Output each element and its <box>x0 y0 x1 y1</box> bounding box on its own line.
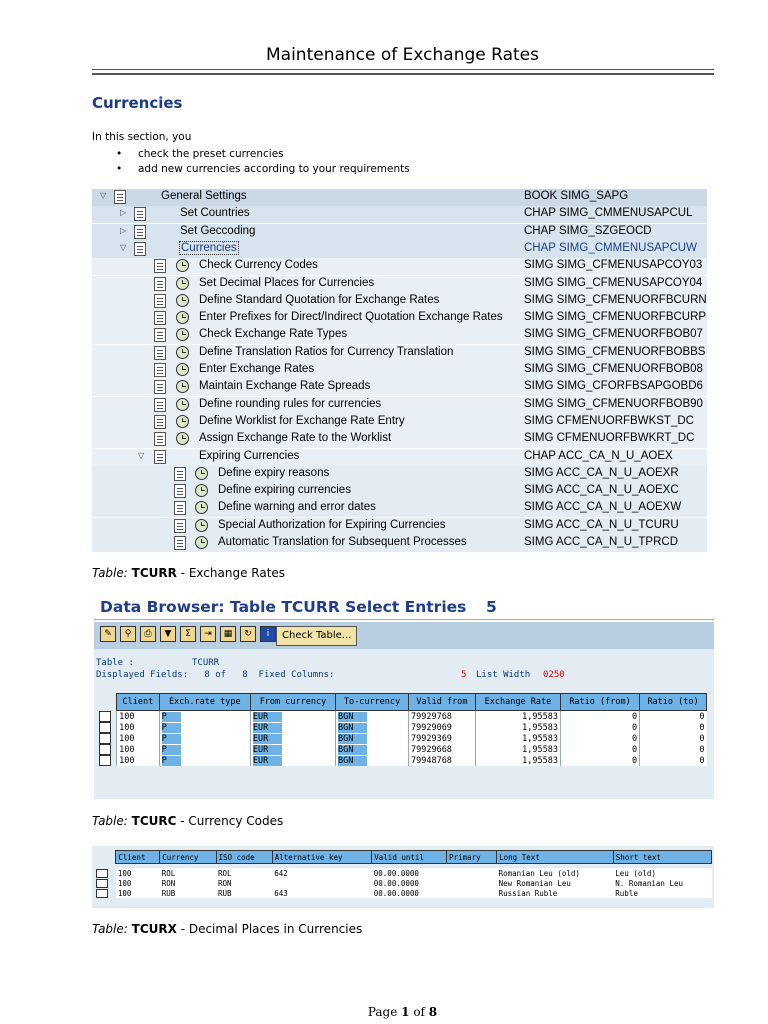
caption-prefix: Table: <box>92 922 128 936</box>
table-cell: New Romanian Leu <box>497 878 614 888</box>
table-cell: 1,95583 <box>522 744 558 755</box>
documentation-icon[interactable] <box>134 225 146 239</box>
total-pages: 8 <box>428 1005 438 1019</box>
tree-node-label[interactable]: Automatic Translation for Subsequent Processes <box>218 536 467 548</box>
table-cell <box>447 868 497 878</box>
tree-node[interactable] <box>92 362 707 379</box>
title-rule-thick <box>92 73 714 75</box>
select-column-header <box>97 694 117 711</box>
tree-node-code: SIMG CFMENUORFBWKST_DC <box>524 414 694 427</box>
tree-node-code: SIMG SIMG_CFMENUORFBCURN <box>524 293 707 306</box>
find-icon[interactable]: ⚲ <box>120 626 136 642</box>
table-cell: 1,95583 <box>522 733 558 744</box>
table-cell: BGN <box>338 723 367 733</box>
table-cell: 0 <box>631 744 638 755</box>
tree-node-label[interactable]: Check Currency Codes <box>199 259 318 272</box>
tree-node-code: SIMG ACC_CA_N_U_TPRCD <box>524 536 679 548</box>
tree-node[interactable] <box>92 258 707 275</box>
tree-node-code: SIMG SIMG_CFMENUSAPCOY03 <box>524 259 703 272</box>
column-header[interactable]: Client <box>116 851 160 864</box>
row-select-checkbox[interactable] <box>99 744 111 755</box>
tree-node-code: SIMG SIMG_CFMENUORFBCURP <box>524 311 707 324</box>
entry-count: 5 <box>486 598 497 616</box>
documentation-icon[interactable] <box>154 398 166 412</box>
table-cell: 643 <box>272 888 372 898</box>
tree-node-code: SIMG ACC_CA_N_U_AOEXR <box>524 466 679 479</box>
execute-clock-icon[interactable] <box>195 501 208 514</box>
execute-clock-icon[interactable] <box>176 328 189 341</box>
execute-clock-icon[interactable] <box>195 519 208 532</box>
table-row[interactable] <box>97 711 707 723</box>
table-cell: 1,95583 <box>522 755 558 766</box>
table-cell: Leu (old) <box>613 868 711 878</box>
title-rule <box>92 69 714 70</box>
tree-node-code: CHAP ACC_CA_N_U_AOEX <box>524 449 673 462</box>
table-cell: 00.00.0000 <box>372 868 447 878</box>
tree-node[interactable] <box>92 518 707 535</box>
documentation-icon[interactable] <box>154 346 166 360</box>
column-header[interactable]: Ratio (to) <box>640 694 707 711</box>
table-row[interactable] <box>94 878 712 888</box>
tree-node[interactable] <box>92 293 707 310</box>
list-width-label: List Width <box>476 670 531 680</box>
table-cell: Russian Ruble <box>497 888 614 898</box>
execute-clock-icon[interactable] <box>195 484 208 497</box>
column-header[interactable]: Short text <box>613 851 711 864</box>
list-width-value: 0250 <box>543 670 565 680</box>
tree-node-label[interactable]: Set Geccoding <box>180 224 256 237</box>
table-cell: 0 <box>699 755 705 766</box>
print-icon[interactable]: ⎙ <box>140 626 156 642</box>
page-footer <box>0 1005 768 1019</box>
documentation-icon[interactable] <box>154 294 166 308</box>
tree-node[interactable] <box>92 224 707 241</box>
row-select-checkbox[interactable] <box>96 889 108 898</box>
caption-prefix: Table: <box>92 814 128 828</box>
tree-node[interactable] <box>92 483 707 500</box>
tree-node[interactable] <box>92 379 707 396</box>
tree-node[interactable] <box>92 345 707 362</box>
table-cell: 00.00.0000 <box>372 878 447 888</box>
tree-node-code: CHAP SIMG_CMMENUSAPCUW <box>524 241 697 254</box>
table-row[interactable] <box>94 888 712 898</box>
tree-node[interactable] <box>92 449 707 466</box>
documentation-icon[interactable] <box>154 415 166 429</box>
row-select-checkbox[interactable] <box>99 711 111 722</box>
tree-node-label[interactable]: Maintain Exchange Rate Spreads <box>199 380 371 393</box>
table-cell: P <box>162 745 181 755</box>
caption-prefix: Table: <box>92 566 128 580</box>
column-header[interactable]: To-currency <box>336 694 409 711</box>
fields-info: Displayed Fields: 8 of 8 Fixed Columns: <box>96 670 335 680</box>
table-row[interactable] <box>97 722 707 733</box>
title-divider <box>94 619 714 620</box>
execute-clock-icon[interactable] <box>176 311 189 324</box>
documentation-icon[interactable] <box>154 380 166 394</box>
table-cell: Ruble <box>613 888 711 898</box>
table-cell: 00.00.0000 <box>372 888 447 898</box>
tree-node-label[interactable]: Enter Exchange Rates <box>199 363 315 375</box>
intro-text: In this section, you <box>92 131 192 143</box>
caption-text: - Exchange Rates <box>176 566 286 580</box>
tree-node[interactable] <box>92 535 707 552</box>
tree-node-code: SIMG CFMENUORFBWKRT_DC <box>524 432 695 445</box>
collapse-icon[interactable]: ▽ <box>120 242 127 252</box>
table-row[interactable] <box>97 733 707 744</box>
documentation-icon[interactable] <box>154 432 166 446</box>
tree-node-label[interactable]: Set Countries <box>180 207 250 220</box>
tree-node-label[interactable]: Assign Exchange Rate to the Worklist <box>199 432 392 445</box>
documentation-icon[interactable] <box>134 207 146 221</box>
table-row[interactable] <box>94 868 712 878</box>
export-icon[interactable]: ⇥ <box>200 626 216 642</box>
footer-of: of <box>409 1005 429 1019</box>
caption-table-name: TCURR <box>131 566 177 580</box>
tree-node[interactable] <box>92 189 707 206</box>
tree-node-label[interactable]: Define expiring currencies <box>218 484 351 497</box>
table-cell: 0 <box>631 711 638 722</box>
tree-node[interactable] <box>92 327 707 344</box>
table-cell: RON <box>160 878 216 888</box>
table-cell: 0 <box>699 722 705 733</box>
row-select-checkbox[interactable] <box>99 722 111 733</box>
table-cell: 100 <box>119 755 135 766</box>
table-cell <box>447 878 497 888</box>
table-cell: P <box>162 712 181 722</box>
tree-node-label[interactable]: Special Authorization for Expiring Currencies <box>218 518 446 531</box>
documentation-icon[interactable] <box>174 536 186 550</box>
tree-node-code: SIMG ACC_CA_N_U_TCURU <box>524 518 679 531</box>
tree-node-label[interactable]: Define rounding rules for currencies <box>199 397 382 410</box>
tree-node-code: SIMG ACC_CA_N_U_AOEXW <box>524 501 682 514</box>
execute-clock-icon[interactable] <box>176 363 189 376</box>
documentation-icon[interactable] <box>134 242 146 256</box>
table-cell: EUR <box>253 745 282 755</box>
table-cell: 0 <box>631 755 638 766</box>
row-select-checkbox[interactable] <box>99 755 111 766</box>
current-page: 1 <box>401 1005 410 1019</box>
table-name-value: TCURR <box>192 658 220 668</box>
tree-node-code: SIMG ACC_CA_N_U_AOEXC <box>524 484 679 497</box>
table-cell: 0 <box>699 733 705 744</box>
tree-node-label[interactable]: Set Decimal Places for Currencies <box>199 276 375 289</box>
execute-clock-icon[interactable] <box>195 536 208 549</box>
tree-node-code: BOOK SIMG_SAPG <box>524 190 629 202</box>
table-cell: 642 <box>272 868 372 878</box>
tree-node[interactable] <box>92 414 707 431</box>
table-cell: 79948768 <box>410 755 452 766</box>
table-cell: BGN <box>338 712 367 722</box>
column-header[interactable]: Valid from <box>408 694 475 711</box>
expand-icon[interactable]: ▷ <box>120 225 127 235</box>
execute-clock-icon[interactable] <box>176 415 189 428</box>
caption-table-name: TCURC <box>131 814 177 828</box>
table-cell: 79929668 <box>410 744 452 755</box>
table-cell: BGN <box>338 756 367 766</box>
tree-node-code: SIMG SIMG_CFMENUORFBOB90 <box>524 397 703 410</box>
row-select-checkbox[interactable] <box>96 879 108 888</box>
column-header[interactable]: Long Text <box>497 851 614 864</box>
tree-node-label[interactable]: Define warning and error dates <box>218 501 376 514</box>
caption-text: - Currency Codes <box>176 814 284 828</box>
caption-tcurx <box>92 922 362 936</box>
table-cell: RUB <box>160 888 216 898</box>
detail-icon[interactable]: ✎ <box>100 626 116 642</box>
table-cell: 0 <box>699 744 705 755</box>
table-cell: RON <box>216 878 272 888</box>
caption-tcurr <box>92 566 285 580</box>
tree-node-label[interactable]: Enter Prefixes for Direct/Indirect Quotation Exchange Rates <box>199 311 503 324</box>
tcurc-table <box>94 850 712 898</box>
table-cell <box>272 878 372 888</box>
tree-node-code: SIMG SIMG_CFMENUORFBOBBS <box>524 345 706 358</box>
tree-node[interactable] <box>92 397 707 414</box>
tree-node-label[interactable]: Expiring Currencies <box>199 449 300 462</box>
documentation-icon[interactable] <box>174 484 186 498</box>
tree-node-label[interactable]: Define Translation Ratios for Currency Translation <box>199 345 454 358</box>
tree-node-code: SIMG SIMG_CFMENUORFBOB08 <box>524 363 703 375</box>
tree-node-label[interactable]: Define Worklist for Exchange Rate Entry <box>199 414 405 427</box>
table-cell: 100 <box>119 722 135 733</box>
collapse-icon[interactable]: ▽ <box>100 191 107 200</box>
column-header[interactable]: From currency <box>250 694 335 711</box>
tree-node-code: CHAP SIMG_SZGEOCD <box>524 224 652 237</box>
execute-clock-icon[interactable] <box>195 467 208 480</box>
table-cell: RUB <box>216 888 272 898</box>
browser-toolbar <box>94 622 714 649</box>
documentation-icon[interactable] <box>174 519 186 533</box>
tree-node[interactable] <box>92 431 707 448</box>
documentation-icon[interactable] <box>154 450 166 464</box>
documentation-icon[interactable] <box>174 467 186 481</box>
sum-icon[interactable]: Σ <box>180 626 196 642</box>
documentation-icon[interactable] <box>174 501 186 515</box>
table-cell: EUR <box>253 723 282 733</box>
table-cell: Romanian Leu (old) <box>497 868 614 878</box>
table-cell: P <box>162 756 181 766</box>
table-cell: 0 <box>631 733 638 744</box>
column-header[interactable]: ISO code <box>216 851 272 864</box>
documentation-icon[interactable] <box>154 328 166 342</box>
tcurc-panel <box>92 846 714 908</box>
refresh-icon[interactable]: ↻ <box>240 626 256 642</box>
table-cell <box>447 888 497 898</box>
table-cell: EUR <box>253 712 282 722</box>
table-row[interactable] <box>97 755 707 766</box>
table-cell: 79929069 <box>410 722 452 733</box>
column-header[interactable]: Alternative key <box>272 851 372 864</box>
table-cell: 100 <box>116 888 160 898</box>
table-row[interactable] <box>97 744 707 755</box>
layout-icon[interactable]: ▦ <box>220 626 236 642</box>
table-cell: BGN <box>338 734 367 744</box>
tree-node[interactable] <box>92 276 707 293</box>
table-label: Table : <box>96 658 134 668</box>
caption-text: - Decimal Places in Currencies <box>176 922 363 936</box>
img-tree <box>92 189 707 552</box>
table-cell: 0 <box>699 711 705 722</box>
section-heading: Currencies <box>92 94 183 112</box>
select-column-header <box>94 851 116 864</box>
tree-node-code: CHAP SIMG_CMMENUSAPCUL <box>524 207 693 220</box>
tree-node[interactable] <box>92 241 707 258</box>
table-cell: 100 <box>119 733 135 744</box>
filter-icon[interactable]: ▼ <box>160 626 176 642</box>
table-cell: 0 <box>631 722 638 733</box>
table-cell: N. Romanian Leu <box>613 878 711 888</box>
execute-clock-icon[interactable] <box>176 398 189 411</box>
column-header[interactable]: Valid until <box>372 851 447 864</box>
tree-node-code: SIMG SIMG_CFMENUSAPCOY04 <box>524 276 703 289</box>
table-cell: BGN <box>338 745 367 755</box>
execute-clock-icon[interactable] <box>176 432 189 445</box>
table-cell: 79929369 <box>410 733 452 744</box>
tree-node-label[interactable]: Currencies <box>181 241 237 254</box>
bullet-item: • check the preset currencies <box>138 148 284 160</box>
table-cell: ROL <box>160 868 216 878</box>
tree-node[interactable] <box>92 310 707 327</box>
documentation-icon[interactable] <box>154 311 166 325</box>
collapse-icon[interactable]: ▽ <box>138 450 145 460</box>
caption-table-name: TCURX <box>131 922 177 936</box>
row-select-checkbox[interactable] <box>99 733 111 744</box>
footer-prefix: Page <box>367 1005 402 1019</box>
tree-node-label[interactable]: Define expiry reasons <box>218 466 330 479</box>
execute-clock-icon[interactable] <box>176 259 189 272</box>
table-cell: 79929768 <box>410 711 452 722</box>
execute-clock-icon[interactable] <box>176 346 189 359</box>
table-cell: 100 <box>119 711 135 722</box>
browser-body <box>94 649 714 799</box>
execute-clock-icon[interactable] <box>176 277 189 290</box>
documentation-icon[interactable] <box>154 363 166 377</box>
document-title: Maintenance of Exchange Rates <box>266 45 539 65</box>
tcurr-table <box>97 693 707 766</box>
execute-clock-icon[interactable] <box>176 380 189 393</box>
table-cell: 100 <box>116 868 160 878</box>
data-browser-title: Data Browser: Table TCURR Select Entries <box>100 598 467 616</box>
table-cell: P <box>162 723 181 733</box>
column-header[interactable]: Exch.rate type <box>159 694 250 711</box>
table-cell: 100 <box>119 744 135 755</box>
row-select-checkbox[interactable] <box>96 869 108 878</box>
column-header[interactable]: Exchange Rate <box>475 694 560 711</box>
check-table-button[interactable]: Check Table... <box>276 626 357 646</box>
column-header[interactable]: Client <box>117 694 160 711</box>
info-icon[interactable]: i <box>260 626 276 642</box>
table-cell: 1,95583 <box>522 722 558 733</box>
bullet-item: • add new currencies according to your requirements <box>138 163 410 175</box>
table-cell: 1,95583 <box>522 711 558 722</box>
table-cell: EUR <box>253 734 282 744</box>
fixed-columns-value: 5 <box>461 670 467 680</box>
tree-node-label[interactable]: Check Exchange Rate Types <box>199 328 348 341</box>
table-cell: EUR <box>253 756 282 766</box>
table-cell: P <box>162 734 181 744</box>
column-header[interactable]: Currency <box>160 851 216 864</box>
tree-node[interactable] <box>92 466 707 483</box>
tree-node-label[interactable]: Define Standard Quotation for Exchange Rates <box>199 293 440 306</box>
column-header[interactable]: Primary <box>447 851 497 864</box>
expand-icon[interactable]: ▷ <box>120 208 127 218</box>
documentation-icon[interactable] <box>154 259 166 273</box>
column-header[interactable]: Ratio (from) <box>561 694 640 711</box>
tree-node[interactable] <box>92 206 707 223</box>
tree-node-label[interactable]: General Settings <box>161 190 247 202</box>
table-cell: ROL <box>216 868 272 878</box>
tree-node-code: SIMG SIMG_CFORFBSAPGOBD6 <box>524 380 703 393</box>
tree-node-code: SIMG SIMG_CFMENUORFBOB07 <box>524 328 703 341</box>
documentation-icon[interactable] <box>114 190 126 204</box>
table-cell: 100 <box>116 878 160 888</box>
documentation-icon[interactable] <box>154 277 166 291</box>
caption-tcurc <box>92 814 283 828</box>
tree-node[interactable] <box>92 500 707 517</box>
execute-clock-icon[interactable] <box>176 294 189 307</box>
